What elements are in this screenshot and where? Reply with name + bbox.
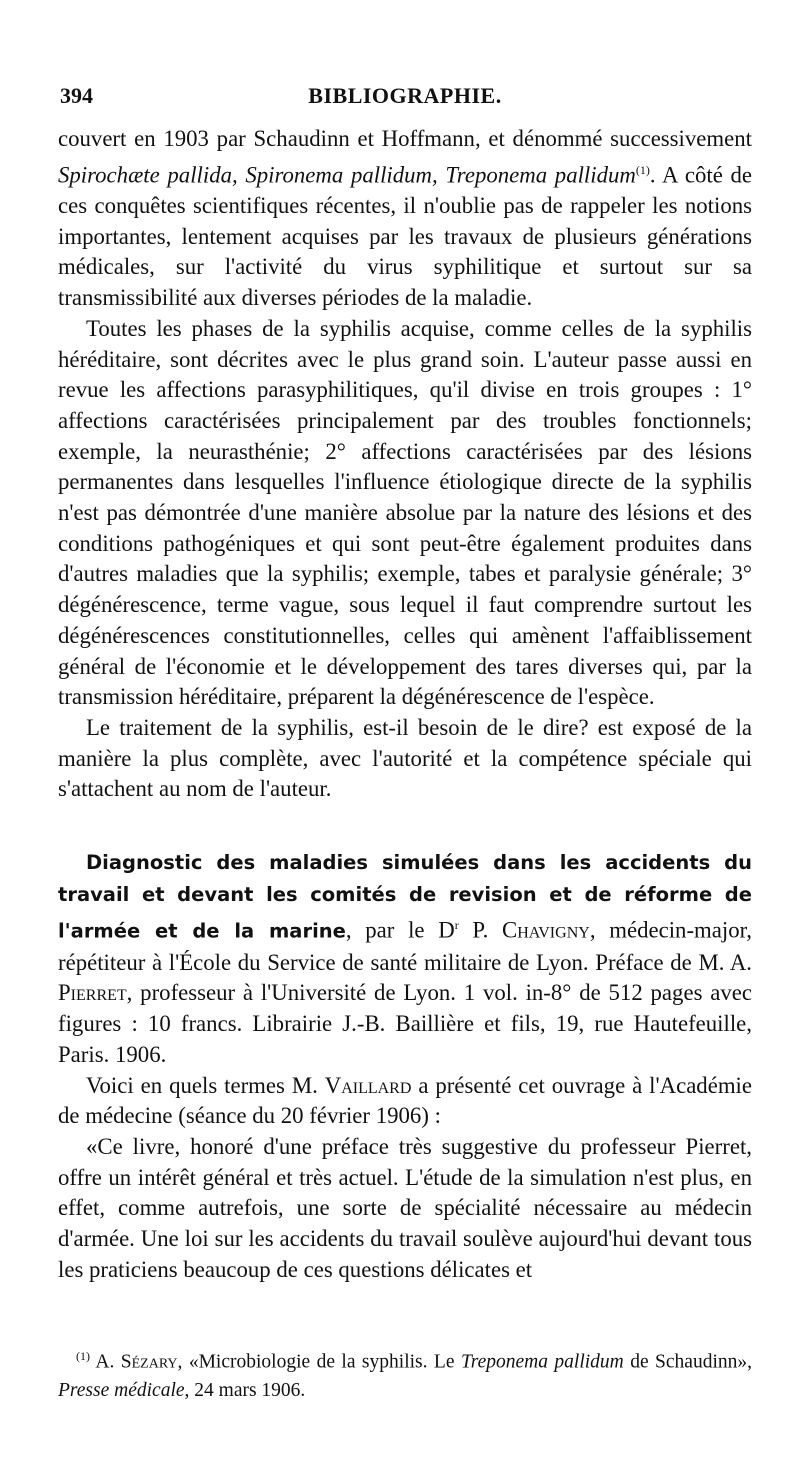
text-run: , «Microbiologie de la syphilis. Le — [177, 1351, 461, 1373]
page-header — [60, 83, 750, 113]
page-number: 394 — [60, 83, 93, 108]
text-run: . A côté de ces conquêtes scientifiques récentes, il n'oublie pas de rappeler les notions importantes, lentement acquises par les travaux de plusieurs générations médicales, sur l'activité du virus syphilitique et surtout sur sa transmissibilité aux diverses périodes de la maladie. — [58, 162, 752, 311]
footnote-ref: (1) — [635, 162, 650, 177]
journal-name: Presse médicale — [58, 1379, 185, 1401]
paragraph: «Ce livre, honoré d'une préface très suggestive du professeur Pierret, offre un intérêt général et très actuel. L'étude de la simulation n'est plus, en effet, comme autrefois, une sorte de spécialité nécessaire au médecin d'armée. Une loi sur les accidents du travail soulève aujourd'hui devant tous les praticiens beaucoup de ces questions délicates et — [58, 1133, 752, 1282]
prefacer-name: Pierret — [58, 980, 127, 1006]
running-title: BIBLIOGRAPHIE. — [308, 83, 502, 108]
review-entry — [58, 847, 752, 1071]
paragraph: Le traitement de la syphilis, est-il besoin de le dire? est exposé de la manière la plus complète, avec l'autorité et la compétence spéciale qui s'attachent au nom de l'auteur. — [58, 714, 752, 802]
text-run: P. — [458, 918, 502, 944]
italic-names: Spirochæte pallida, Spironema pallidum, Treponema pallidum — [58, 162, 636, 188]
footnote-text — [58, 1342, 752, 1405]
paragraph — [58, 1071, 752, 1132]
footnote-author: Sézary — [120, 1351, 178, 1373]
text-run: , professeur à l'Université de Lyon. 1 vol. in-8° de 512 pages avec figures : 10 francs. Librairie J.-B. Baillière et fils, 19, rue Hautefeuille, Paris. 1906. — [58, 980, 752, 1067]
text-run: Voici en quels termes M. — [86, 1072, 325, 1098]
text-run: , médecin-major, répétiteur à l'École du Service de santé militaire de Lyon. Préface de M. A. — [58, 918, 752, 975]
text-run: couvert en 1903 par Schaudinn et Hoffmann, et dénommé successivement — [58, 126, 752, 151]
text-run: A. — [90, 1351, 121, 1373]
section-gap — [58, 805, 752, 847]
text-run: , 24 mars 1906. — [184, 1379, 306, 1401]
paragraph: Toutes les phases de la syphilis acquise, comme celles de la syphilis héréditaire, sont décrites avec le plus grand soin. L'auteur passe aussi en revue les affections parasyphilitiques, qu'il divise en trois groupes : 1° affections caractérisées principalement par des troubles fonctionnels; exemple, la neurasthénie; 2° affections caractérisées par des lésions permanentes dans lesquelles l'influence étiologique directe de la syphilis n'est pas démontrée d'une manière absolue par la nature des lésions et des conditions pathogéniques et qui sont peut-être également produites dans d'autres maladies que la syphilis; exemple, tabes et paralysie générale; 3° dégénérescence, terme vague, sous lequel il faut comprendre surtout les dégénérescences constitutionnelles, celles qui amènent l'affaiblissement général de l'économie et le développement des tares diverses qui, par la transmission héréditaire, préparent la dégénérescence de l'espèce. — [58, 315, 752, 710]
italic-term: Treponema pallidum — [460, 1351, 624, 1373]
author-name: Chavigny — [502, 918, 590, 944]
book-title: Diagnostic des maladies simulées dans les accidents du travail et devant les comités de revision et de réforme de l'armée et de la marine — [58, 851, 752, 944]
page-body — [58, 124, 752, 1286]
person-name: Vaillard — [324, 1072, 412, 1098]
footnote — [58, 1342, 752, 1405]
text-run: de Schaudinn», — [623, 1351, 752, 1373]
text-run: , par le D — [345, 918, 455, 944]
text-run: a présenté cet ouvrage à l'Académie de médecine (séance du 20 février 1906) : — [58, 1072, 753, 1129]
superscript: r — [454, 918, 459, 933]
paragraph — [58, 124, 752, 314]
footnote-marker: (1) — [76, 1349, 90, 1363]
